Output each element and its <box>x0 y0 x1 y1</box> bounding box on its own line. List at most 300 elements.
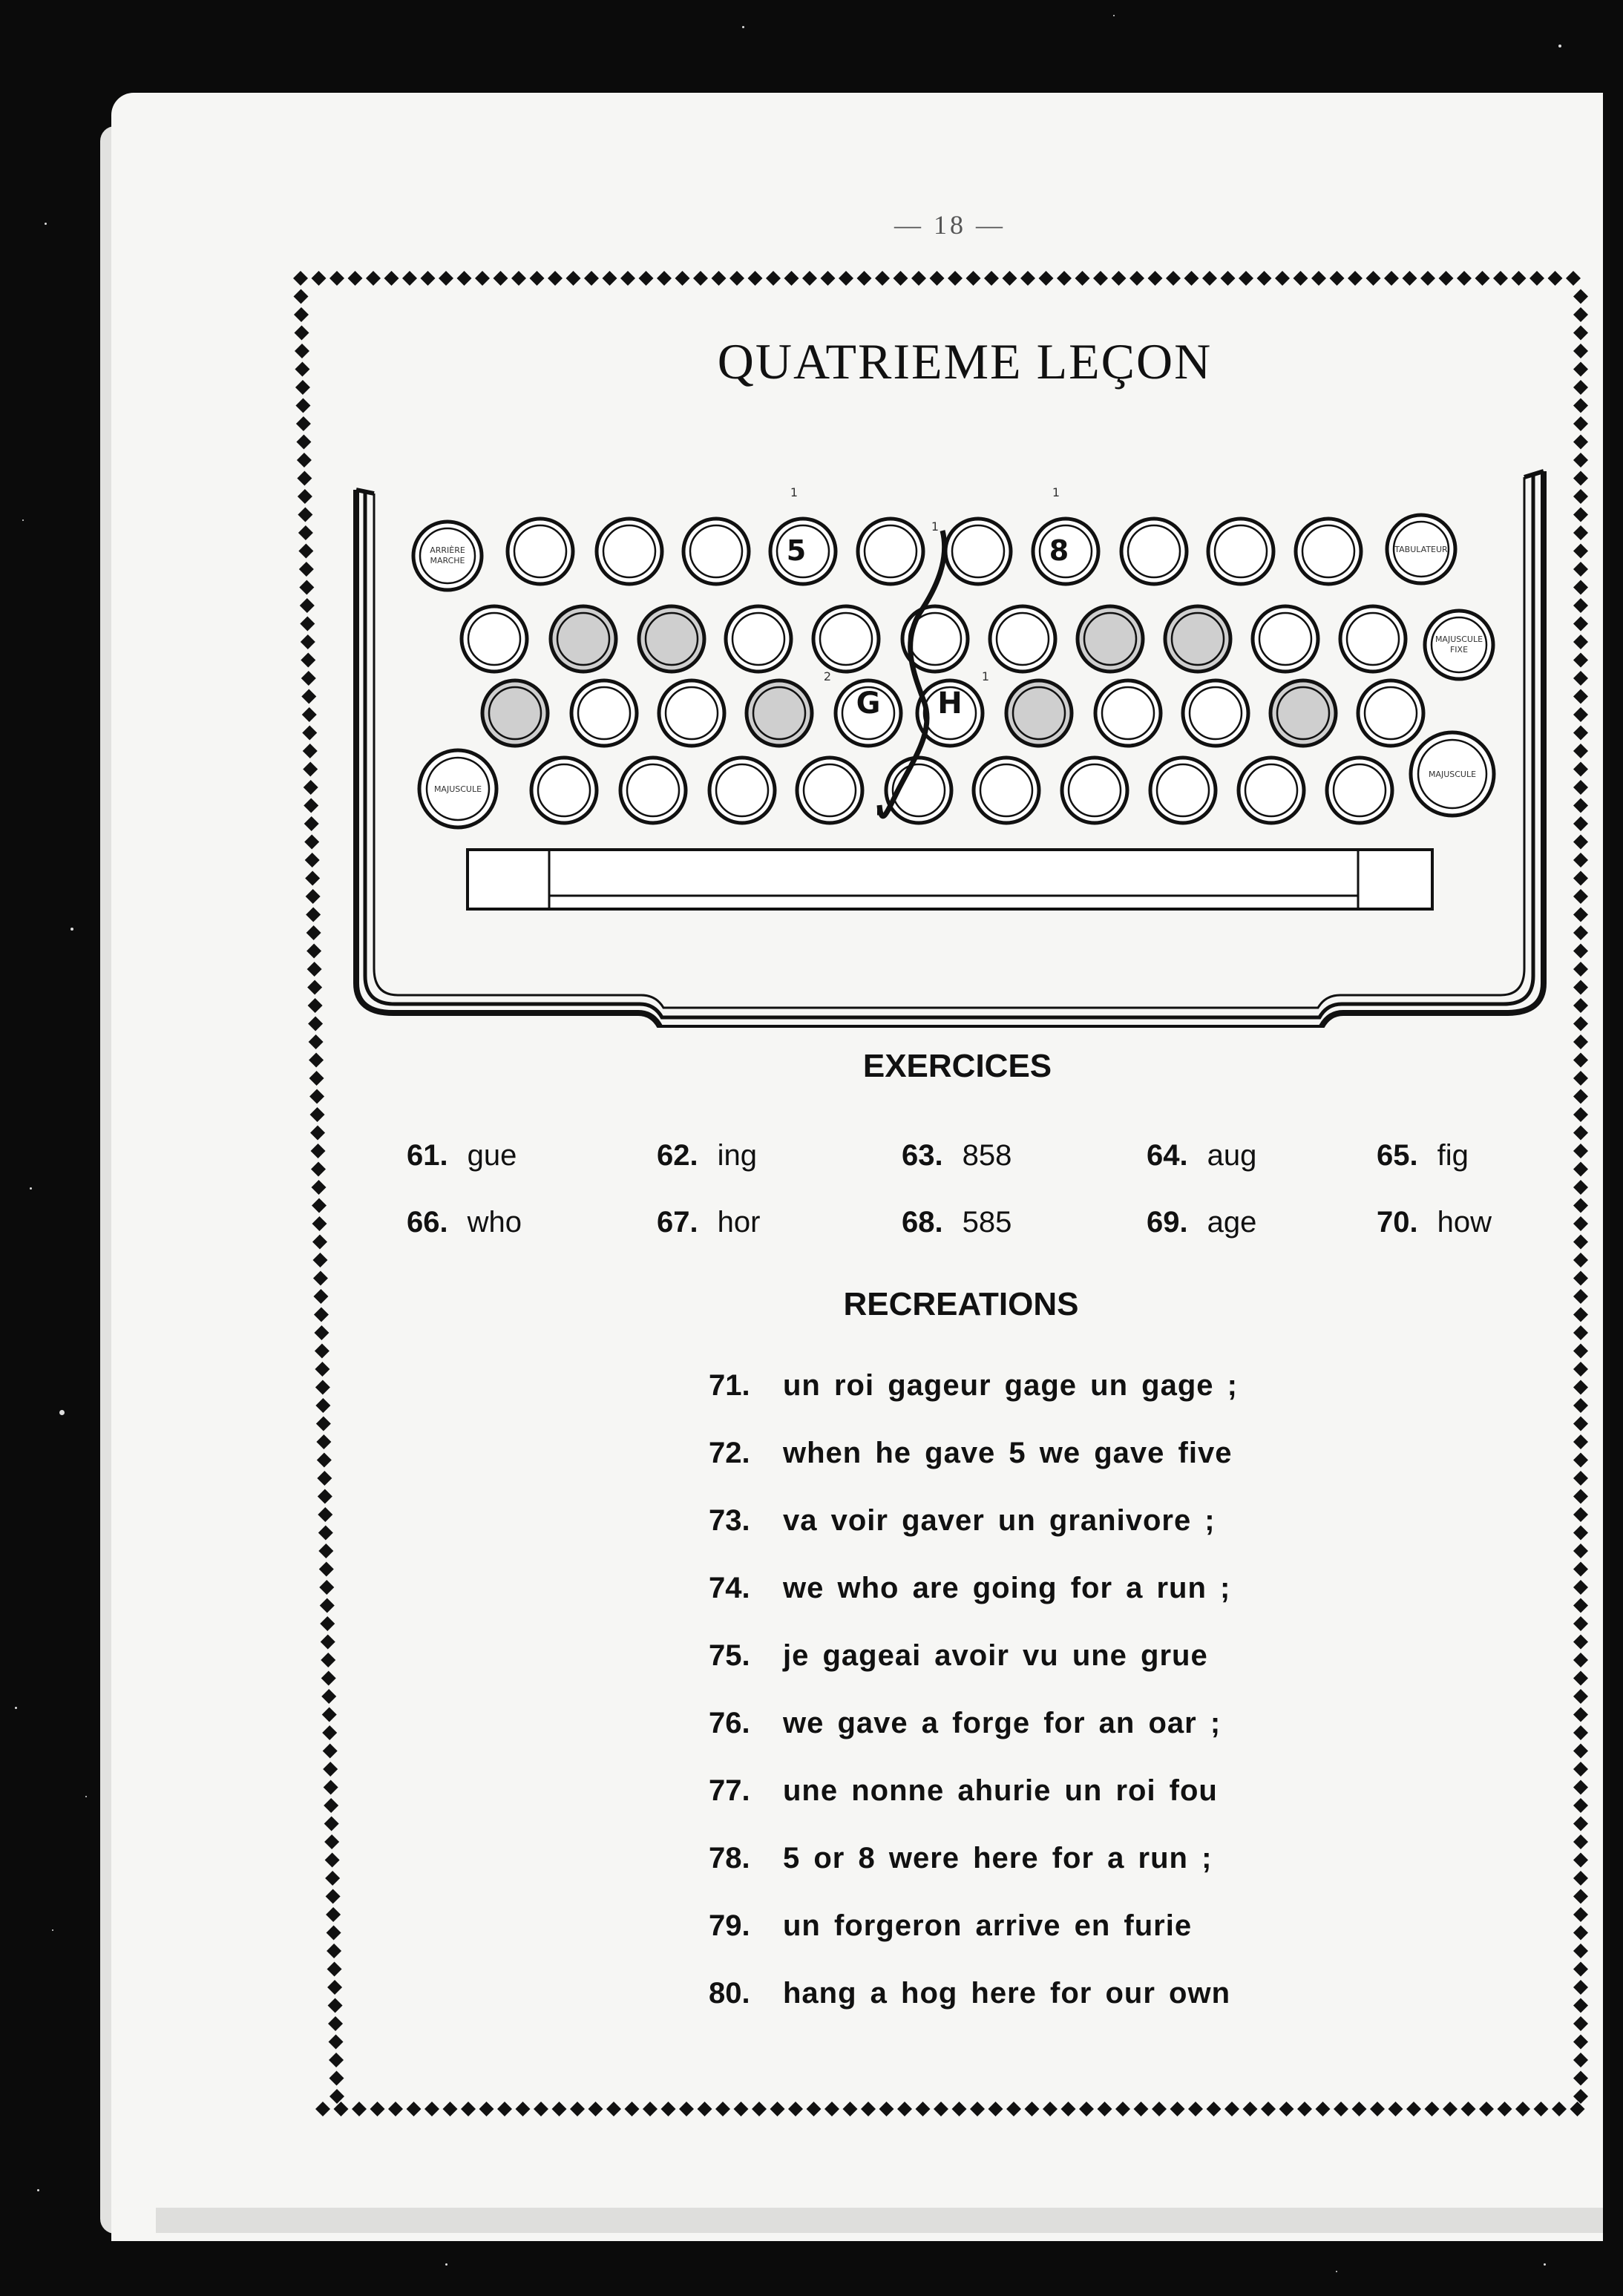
border-diamond <box>1573 1289 1588 1304</box>
border-diamond <box>1243 2102 1258 2116</box>
border-diamond <box>712 271 727 286</box>
border-diamond <box>934 2102 948 2116</box>
border-diamond <box>306 925 321 940</box>
exercice-text: 585 <box>962 1206 1012 1239</box>
key-circle <box>597 519 662 584</box>
border-diamond <box>302 726 317 741</box>
recreation-text: hang a hog here for our own <box>783 1977 1230 2010</box>
border-diamond <box>1573 1308 1588 1322</box>
recreation-text: va voir gaver un granivore ; <box>783 1504 1216 1537</box>
border-diamond <box>324 1780 338 1795</box>
key-circle <box>1121 519 1187 584</box>
border-diamond <box>1573 1453 1588 1468</box>
scan-speck <box>52 1929 53 1931</box>
border-diamond <box>1573 1780 1588 1795</box>
border-diamond <box>308 998 323 1013</box>
recreation-line <box>709 1639 1208 1673</box>
border-diamond <box>1573 1089 1588 1104</box>
recreation-text: we who are going for a run ; <box>783 1572 1231 1604</box>
border-diamond <box>329 2071 344 2086</box>
border-diamond <box>1573 707 1588 722</box>
border-diamond <box>1134 2102 1149 2116</box>
key-circle <box>990 606 1055 672</box>
tabulateur-key-label: TABULATEUR <box>1394 545 1448 554</box>
border-diamond <box>318 1544 333 1558</box>
border-diamond <box>388 2102 403 2116</box>
border-diamond <box>675 271 690 286</box>
border-diamond <box>620 271 635 286</box>
scan-speck <box>1558 45 1561 47</box>
border-diamond <box>1352 2102 1367 2116</box>
border-diamond <box>734 2102 749 2116</box>
border-diamond <box>1221 271 1236 286</box>
border-diamond <box>324 1798 338 1813</box>
border-diamond <box>297 453 312 468</box>
border-diamond <box>421 271 436 286</box>
key-circle <box>482 680 548 746</box>
border-diamond <box>311 1162 326 1177</box>
border-diamond <box>1573 1198 1588 1213</box>
border-diamond <box>1039 271 1054 286</box>
border-diamond <box>320 1598 335 1613</box>
border-diamond <box>296 416 311 431</box>
border-diamond <box>457 271 472 286</box>
border-diamond <box>298 544 313 559</box>
scan-speck <box>1544 2263 1546 2266</box>
border-diamond <box>352 2102 367 2116</box>
recreation-text: je gageai avoir vu une grue <box>783 1639 1208 1672</box>
border-diamond <box>1570 2102 1585 2116</box>
border-diamond <box>324 1834 339 1849</box>
recreation-number: 73. <box>709 1504 750 1537</box>
border-diamond <box>1573 1417 1588 1431</box>
recreation-line <box>709 1842 1212 1875</box>
border-diamond <box>1573 1944 1588 1958</box>
border-diamond <box>1573 453 1588 468</box>
border-diamond <box>1207 2102 1222 2116</box>
key-circle <box>858 519 923 584</box>
recreation-number: 71. <box>709 1369 750 1402</box>
border-diamond <box>1061 2102 1076 2116</box>
border-diamond <box>1573 835 1588 850</box>
border-diamond <box>1425 2102 1440 2116</box>
border-diamond <box>295 380 310 395</box>
border-diamond <box>1573 1980 1588 1995</box>
border-diamond <box>424 2102 439 2116</box>
recreation-line <box>709 1437 1232 1470</box>
border-diamond <box>588 2102 603 2116</box>
exercice-text: ing <box>717 1139 757 1172</box>
border-diamond <box>1573 1216 1588 1231</box>
border-diamond <box>1152 2102 1167 2116</box>
border-diamond <box>984 271 999 286</box>
border-diamond <box>461 2102 476 2116</box>
scan-speck <box>45 223 47 225</box>
recreation-number: 79. <box>709 1909 750 1942</box>
key-circle <box>747 680 812 746</box>
border-diamond <box>1573 1126 1588 1141</box>
border-diamond <box>1388 2102 1403 2116</box>
border-diamond <box>324 1817 339 1831</box>
recreation-number: 77. <box>709 1774 750 1807</box>
key-circle <box>1239 758 1304 823</box>
border-diamond <box>1573 671 1588 686</box>
border-diamond <box>1573 307 1588 322</box>
border-diamond <box>661 2102 676 2116</box>
border-diamond <box>1573 1053 1588 1068</box>
border-diamond <box>1573 1180 1588 1195</box>
finger-mid-label: 1 <box>931 519 940 534</box>
border-diamond <box>1573 1235 1588 1250</box>
key-circle <box>508 519 573 584</box>
border-diamond <box>327 1944 341 1958</box>
border-diamond <box>1573 1598 1588 1613</box>
recreation-text: when he gave 5 we gave five <box>783 1437 1233 1469</box>
border-diamond <box>1573 1708 1588 1722</box>
recreation-line <box>709 1707 1221 1740</box>
border-diamond <box>1112 271 1127 286</box>
border-diamond <box>1439 271 1454 286</box>
border-diamond <box>729 271 744 286</box>
border-diamond <box>1573 653 1588 668</box>
border-diamond <box>1184 271 1199 286</box>
border-diamond <box>1534 2102 1549 2116</box>
key-circle <box>1296 519 1361 584</box>
border-diamond <box>314 1325 329 1340</box>
key-circle <box>462 606 527 672</box>
border-diamond <box>752 2102 767 2116</box>
border-diamond <box>307 980 322 995</box>
border-diamond <box>1573 1616 1588 1631</box>
majuscule-left-key-label: MAJUSCULE <box>433 784 482 794</box>
border-diamond <box>318 1526 333 1541</box>
border-diamond <box>327 1926 341 1941</box>
border-diamond <box>1573 380 1588 395</box>
border-diamond <box>298 525 313 540</box>
recreation-line <box>709 1977 1230 2010</box>
arriere-key-label-2: MARCHE <box>430 556 465 565</box>
border-diamond <box>1098 2102 1112 2116</box>
exercice-number: 68. <box>902 1206 943 1239</box>
border-diamond <box>1573 2016 1588 2031</box>
recreations-heading: RECREATIONS <box>843 1286 1079 1322</box>
border-diamond <box>315 2102 330 2116</box>
exercice-text: aug <box>1207 1139 1257 1172</box>
border-diamond <box>1573 871 1588 886</box>
border-diamond <box>1573 1798 1588 1813</box>
border-diamond <box>370 2102 385 2116</box>
border-diamond <box>329 271 344 286</box>
border-diamond <box>348 271 363 286</box>
border-diamond <box>566 271 581 286</box>
border-diamond <box>301 671 316 686</box>
border-diamond <box>1573 1580 1588 1595</box>
border-diamond <box>407 2102 422 2116</box>
key-circle <box>797 758 862 823</box>
border-diamond <box>298 508 312 522</box>
border-diamond <box>1573 525 1588 540</box>
border-diamond <box>606 2102 621 2116</box>
border-diamond <box>1406 2102 1421 2116</box>
border-diamond <box>1224 2102 1239 2116</box>
border-diamond <box>323 1762 338 1777</box>
border-diamond <box>1057 271 1072 286</box>
border-diamond <box>299 562 314 577</box>
border-diamond <box>1573 689 1588 704</box>
border-diamond <box>1573 1562 1588 1577</box>
border-diamond <box>329 2053 344 2067</box>
border-diamond <box>303 744 318 758</box>
border-diamond <box>1573 1635 1588 1650</box>
border-diamond <box>1573 908 1588 922</box>
key-row-4-keys <box>531 758 1392 823</box>
border-diamond <box>313 1271 328 1286</box>
finger-h-label: 1 <box>981 669 990 683</box>
exercice-item <box>902 1206 1011 1239</box>
scan-speck <box>1113 15 1115 16</box>
border-diamond <box>329 2089 344 2104</box>
border-diamond <box>1573 1362 1588 1377</box>
exercice-number: 62. <box>657 1139 698 1172</box>
border-diamond <box>1384 271 1399 286</box>
border-diamond <box>300 617 315 632</box>
exercice-item <box>902 1139 1011 1172</box>
border-diamond <box>328 1998 343 2013</box>
border-diamond <box>1115 2102 1130 2116</box>
border-diamond <box>1006 2102 1021 2116</box>
border-diamond <box>1166 271 1181 286</box>
border-diamond <box>302 707 317 722</box>
border-diamond <box>1311 271 1326 286</box>
border-diamond <box>320 1616 335 1631</box>
key-circle <box>620 758 686 823</box>
key-circle <box>709 758 775 823</box>
border-diamond <box>603 271 617 286</box>
key-circle <box>683 519 749 584</box>
border-diamond <box>304 780 318 795</box>
border-diamond <box>497 2102 512 2116</box>
border-diamond <box>1188 2102 1203 2116</box>
border-diamond <box>1573 1071 1588 1086</box>
key-circle <box>1165 606 1230 672</box>
border-diamond <box>584 271 599 286</box>
border-diamond <box>312 271 327 286</box>
border-diamond <box>1573 544 1588 559</box>
border-diamond <box>1573 853 1588 867</box>
border-diamond <box>824 2102 839 2116</box>
key-circle <box>813 606 879 672</box>
border-diamond <box>312 1198 327 1213</box>
border-diamond <box>966 271 981 286</box>
exercice-text: how <box>1437 1206 1492 1239</box>
recreation-number: 76. <box>709 1707 750 1739</box>
scan-speck <box>445 2263 447 2266</box>
border-diamond <box>1573 598 1588 613</box>
border-diamond <box>318 1489 332 1504</box>
border-diamond <box>894 271 908 286</box>
border-diamond <box>312 1216 327 1231</box>
key-circle <box>551 606 616 672</box>
border-diamond <box>307 962 322 977</box>
border-diamond <box>306 889 321 904</box>
border-diamond <box>1573 1253 1588 1267</box>
border-diamond <box>315 1362 329 1377</box>
border-diamond <box>1573 1489 1588 1504</box>
border-diamond <box>1573 1162 1588 1177</box>
border-diamond <box>322 1725 337 1740</box>
border-diamond <box>1043 2102 1058 2116</box>
exercice-text: 858 <box>962 1139 1012 1172</box>
border-diamond <box>1573 780 1588 795</box>
scan-speck <box>742 26 744 28</box>
border-diamond <box>1573 362 1588 377</box>
border-diamond <box>1348 271 1363 286</box>
border-diamond <box>1573 416 1588 431</box>
border-diamond <box>475 271 490 286</box>
border-diamond <box>1075 271 1090 286</box>
recreation-line <box>709 1504 1216 1538</box>
border-diamond <box>1573 1144 1588 1158</box>
recreation-text: une nonne ahurie un roi fou <box>783 1774 1218 1807</box>
exercice-item <box>1147 1139 1256 1172</box>
border-diamond <box>1573 508 1588 522</box>
key-circle <box>1078 606 1143 672</box>
border-diamond <box>1573 2035 1588 2050</box>
border-diamond <box>548 271 563 286</box>
exercice-item <box>657 1139 757 1172</box>
recreation-line <box>709 1774 1218 1808</box>
finger-8-label: 1 <box>1052 485 1060 499</box>
border-diamond <box>1573 962 1588 977</box>
border-diamond <box>1573 344 1588 358</box>
border-diamond <box>530 271 545 286</box>
exercice-number: 66. <box>407 1206 448 1239</box>
border-diamond <box>1573 798 1588 813</box>
border-diamond <box>911 271 926 286</box>
key-row-2-keys <box>462 606 1406 672</box>
border-diamond <box>839 271 853 286</box>
border-diamond <box>1573 1017 1588 1031</box>
border-diamond <box>802 271 817 286</box>
border-diamond <box>1573 326 1588 341</box>
border-diamond <box>1334 2102 1348 2116</box>
key-circle <box>1327 758 1392 823</box>
majuscule-fixe-key-label-2: FIXE <box>1449 645 1469 655</box>
border-diamond <box>322 1708 337 1722</box>
border-diamond <box>304 835 319 850</box>
key-circle <box>571 680 637 746</box>
border-diamond <box>1573 762 1588 777</box>
border-diamond <box>1573 471 1588 486</box>
border-diamond <box>857 271 872 286</box>
border-diamond <box>1079 2102 1094 2116</box>
border-diamond <box>552 2102 567 2116</box>
border-diamond <box>693 271 708 286</box>
border-diamond <box>316 1417 331 1431</box>
border-diamond <box>1512 271 1527 286</box>
border-diamond <box>309 1071 324 1086</box>
key-row-1 <box>413 522 482 590</box>
border-diamond <box>305 853 320 867</box>
border-diamond <box>1498 2102 1512 2116</box>
border-diamond <box>861 2102 876 2116</box>
border-diamond <box>293 271 308 286</box>
border-diamond <box>306 908 321 922</box>
scan-speck <box>15 1707 17 1709</box>
recreation-line <box>709 1572 1230 1605</box>
recreation-text: we gave a forge for an oar ; <box>783 1707 1222 1739</box>
border-diamond <box>443 2102 458 2116</box>
border-diamond <box>1573 398 1588 413</box>
recreation-line <box>709 1369 1238 1403</box>
scan-speck <box>85 1796 87 1797</box>
border-diamond <box>1573 1471 1588 1486</box>
scan-speck <box>37 2189 39 2191</box>
border-diamond <box>1093 271 1108 286</box>
border-diamond <box>1573 1325 1588 1340</box>
border-diamond <box>1297 2102 1312 2116</box>
key-5-label: 5 <box>786 534 807 567</box>
border-diamond <box>988 2102 1003 2116</box>
scan-speck <box>59 1410 65 1415</box>
border-diamond <box>1573 889 1588 904</box>
border-diamond <box>316 1434 331 1449</box>
border-diamond <box>970 2102 985 2116</box>
border-diamond <box>1279 2102 1294 2116</box>
exercice-text: hor <box>717 1206 761 1239</box>
border-diamond <box>1261 2102 1276 2116</box>
border-diamond <box>679 2102 694 2116</box>
border-diamond <box>1294 271 1308 286</box>
border-diamond <box>897 2102 912 2116</box>
border-diamond <box>321 1671 336 1686</box>
border-diamond <box>312 1235 327 1250</box>
border-diamond <box>326 1907 341 1922</box>
arriere-key-label-1: ARRIÈRE <box>430 545 465 555</box>
border-diamond <box>1573 1034 1588 1049</box>
lesson-title: QUATRIEME LEÇON <box>717 333 1213 390</box>
border-diamond <box>1566 271 1581 286</box>
border-diamond <box>1573 617 1588 632</box>
border-diamond <box>308 1017 323 1031</box>
border-diamond <box>334 2102 349 2116</box>
finger-g-label: 2 <box>823 669 832 683</box>
exercices-heading: EXERCICES <box>862 1048 1052 1084</box>
border-diamond <box>1573 925 1588 940</box>
border-diamond <box>784 271 799 286</box>
border-diamond <box>304 816 319 831</box>
border-diamond <box>1573 744 1588 758</box>
border-diamond <box>948 271 963 286</box>
border-diamond <box>1529 271 1544 286</box>
border-diamond <box>1573 816 1588 831</box>
recreation-line <box>709 1909 1192 1943</box>
border-diamond <box>1479 2102 1494 2116</box>
border-diamond <box>930 271 945 286</box>
exercice-item <box>407 1139 517 1172</box>
border-diamond <box>1239 271 1253 286</box>
recreation-text: un forgeron arrive en furie <box>783 1909 1193 1942</box>
border-diamond <box>748 271 763 286</box>
typewriter-keyboard-diagram <box>349 464 1558 1028</box>
border-diamond <box>1202 271 1217 286</box>
border-diamond <box>301 653 315 668</box>
border-diamond <box>366 271 381 286</box>
border-diamond <box>314 1308 329 1322</box>
majuscule-right-key-label: MAJUSCULE <box>1428 770 1477 779</box>
key-circle <box>1253 606 1318 672</box>
key-circle <box>726 606 791 672</box>
